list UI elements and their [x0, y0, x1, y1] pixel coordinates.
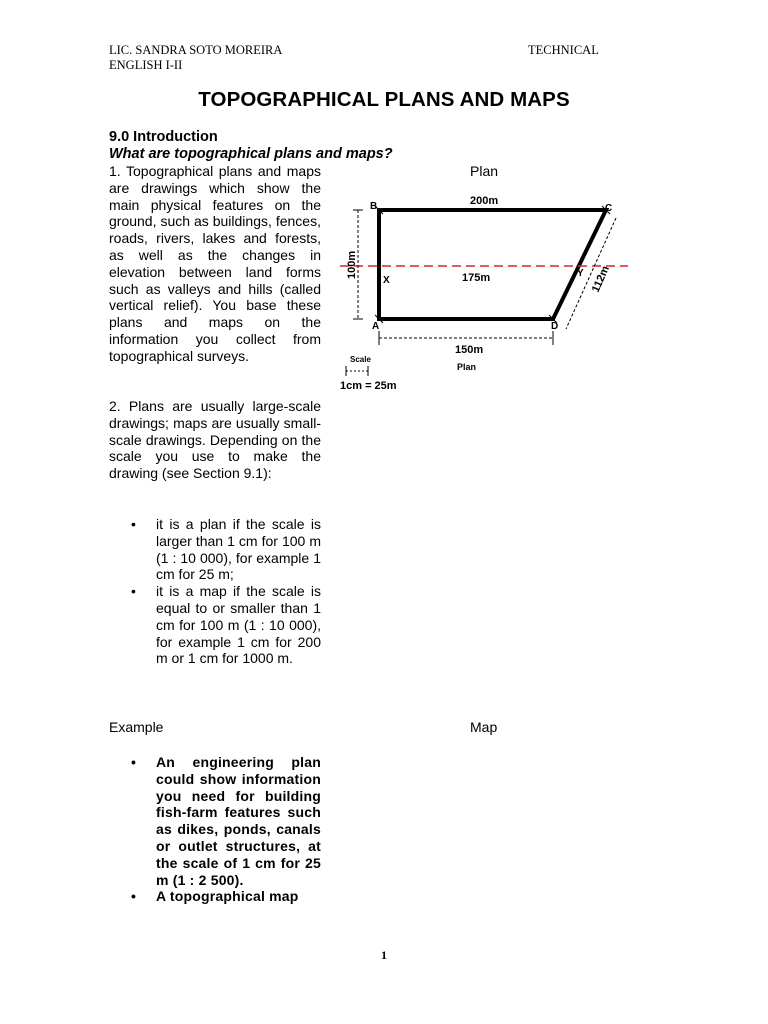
header-author: [109, 43, 282, 73]
list-item: • A topographical map: [109, 888, 321, 905]
top-length-label: 200m: [470, 195, 499, 207]
header-subject: TECHNICAL: [528, 43, 599, 57]
corner-label-b: B: [370, 201, 378, 212]
example-label: Example: [109, 719, 164, 735]
corner-label-a: A: [372, 321, 380, 332]
page-title: TOPOGRAPHICAL PLANS AND MAPS: [198, 88, 570, 111]
page-number: 1: [381, 948, 387, 962]
slant-length-label: 112m: [589, 264, 612, 295]
corner-label-x: X: [383, 275, 390, 286]
diagram-caption: Plan: [457, 362, 477, 372]
example-bullet-list: [109, 754, 321, 905]
list-item: • it is a plan if the scale is larger than 1 cm for 100 m (1 : 10 000), for example 1 cm for 25 m;: [109, 516, 321, 583]
corner-label-y: Y: [577, 268, 584, 279]
section-question: What are topographical plans and maps?: [109, 146, 393, 162]
scale-label: Scale: [350, 355, 371, 364]
middle-length-label: 175m: [462, 272, 491, 284]
map-label: Map: [470, 719, 498, 735]
corner-label-c: C: [605, 203, 613, 214]
paragraph-2: 2. Plans are usually large-scale drawings; maps are usually small-scale drawings. Depending on the scale you use to make the drawing (see Section 9.1):: [109, 398, 321, 482]
bottom-length-label: 150m: [455, 344, 484, 356]
plan-label: Plan: [470, 163, 499, 179]
plan-diagram: [340, 188, 640, 398]
corner-label-d: D: [551, 321, 559, 332]
scale-value: 1cm = 25m: [340, 380, 397, 392]
scale-bullet-list: [109, 516, 321, 667]
header-author-name: LIC. SANDRA SOTO MOREIRA: [109, 43, 283, 57]
list-item: • it is a map if the scale is equal to or smaller than 1 cm for 100 m (1 : 10 000), for example 1 cm for 200 m or 1 cm for 1000 m.: [109, 583, 321, 667]
paragraph-1: 1. Topographical plans and maps are drawings which show the main physical features on the ground, such as buildings, fences, roads, rivers, lakes and forests, as well as the changes in elevation between land forms such as valleys and hills (called vertical relief). You base these plans and maps on the information you collect from topographical surveys.: [109, 163, 321, 364]
plot-outline: [379, 210, 606, 319]
header-course: ENGLISH I-II: [109, 58, 183, 72]
list-item: • An engineering plan could show information you need for building fish-farm features such as dikes, ponds, canals or outlet structures, at the scale of 1 cm for 25 m (1 : 2 500).: [109, 754, 321, 888]
left-length-label: 100m: [346, 250, 358, 279]
section-heading: 9.0 Introduction: [109, 129, 218, 145]
